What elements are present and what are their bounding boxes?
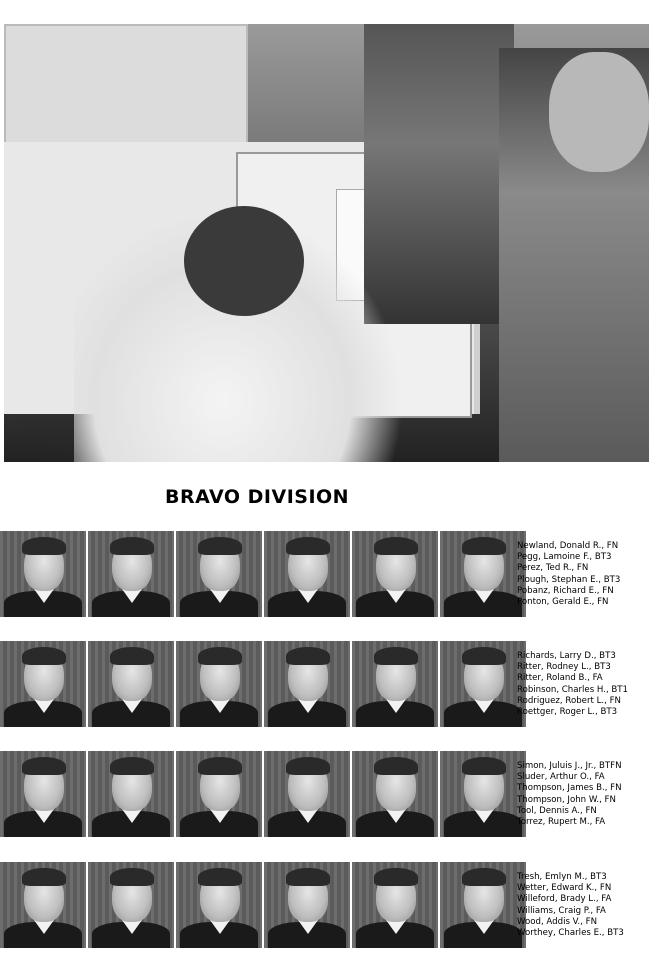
portrait [88, 862, 174, 948]
portrait [352, 751, 438, 837]
name-entry: Wood, Addis V., FN [517, 916, 597, 927]
name-list [517, 761, 667, 828]
name-entry: Thompson, John W., FN [517, 794, 616, 805]
name-entry: Torrez, Rupert M., FA [517, 817, 606, 828]
portrait [264, 862, 350, 948]
name-entry: Pobanz, Richard E., FN [517, 585, 614, 596]
portrait [264, 531, 350, 617]
portrait [0, 751, 86, 837]
name-entry: Simon, Juluis J., Jr., BTFN [517, 761, 622, 771]
division-group-photo [4, 24, 649, 462]
portrait-row-4 [0, 862, 670, 948]
portrait-strip [0, 531, 526, 617]
portrait [0, 862, 86, 948]
portrait [176, 751, 262, 837]
cabinet [4, 24, 248, 148]
name-entry: Richards, Larry D., BT3 [517, 651, 616, 661]
name-entry: Wetter, Edward K., FN [517, 883, 612, 894]
portrait [176, 531, 262, 617]
portrait [440, 862, 526, 948]
portrait [264, 751, 350, 837]
name-entry: Sluder, Arthur O., FA [517, 772, 605, 783]
sailor-face [549, 52, 649, 172]
name-entry: Ritter, Rodney L., BT3 [517, 662, 611, 673]
name-entry: Willeford, Brady L., FA [517, 894, 612, 905]
name-entry: Tresh, Emlyn M., BT3 [517, 872, 607, 882]
portrait-strip [0, 641, 526, 727]
portrait [88, 531, 174, 617]
portrait [0, 641, 86, 727]
name-entry: Pegg, Lamoine F., BT3 [517, 552, 612, 563]
seated-sailor-head [184, 206, 304, 316]
portrait [352, 862, 438, 948]
portrait-row-3 [0, 751, 670, 837]
portrait [352, 531, 438, 617]
portrait-strip [0, 751, 526, 837]
portrait [440, 531, 526, 617]
portrait [88, 641, 174, 727]
name-entry: Plough, Stephan E., BT3 [517, 574, 621, 585]
portrait [88, 751, 174, 837]
name-entry: Rodriguez, Robert L., FN [517, 695, 621, 706]
portrait [0, 531, 86, 617]
name-entry: Roettger, Roger L., BT3 [517, 707, 618, 718]
portrait-strip [0, 862, 526, 948]
portrait [352, 641, 438, 727]
name-entry: Robinson, Charles H., BT1 [517, 684, 629, 695]
portrait [440, 751, 526, 837]
name-entry: Ponton, Gerald E., FN [517, 597, 609, 608]
name-list [517, 651, 667, 718]
name-entry: Newland, Donald R., FN [517, 541, 619, 551]
name-entry: Perez, Ted R., FN [517, 563, 589, 574]
name-entry: Thompson, James B., FN [517, 783, 622, 794]
name-entry: Ritter, Roland B., FA [517, 673, 603, 684]
portrait [264, 641, 350, 727]
portrait-row-2 [0, 641, 670, 727]
name-entry: Williams, Craig P., FA [517, 905, 606, 916]
portrait [176, 641, 262, 727]
name-entry: Tool, Dennis A., FN [517, 805, 597, 816]
name-list [517, 872, 667, 939]
portrait [176, 862, 262, 948]
name-entry: Worthey, Charles E., BT3 [517, 928, 624, 939]
page-title: BRAVO DIVISION [165, 486, 350, 508]
name-list [517, 541, 667, 608]
portrait [440, 641, 526, 727]
portrait-row-1 [0, 531, 670, 617]
